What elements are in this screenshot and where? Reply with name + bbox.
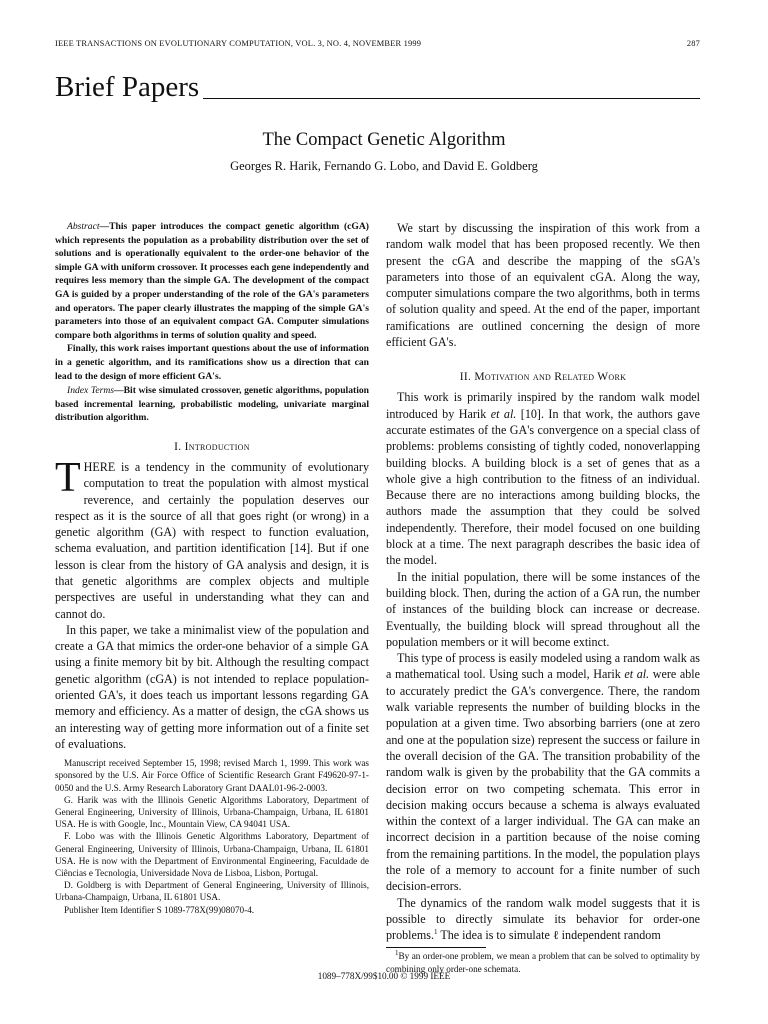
copyright-footer: 1089–778X/99$10.00 © 1999 IEEE [317,971,451,981]
index-terms-text: —Bit wise simulated crossover, genetic algorithms, population based incremental learning, probabilistic modeling, univariate marginal distribution algorithm. [55,385,370,424]
section-rule [203,98,700,99]
et-al-2: et al. [624,667,650,682]
intro-heading: I. Introduction [174,440,250,453]
intro-paragraph-2: In this paper, we take a minimalist view of the population and create a GA that mimics the order-one behavior of a simple GA using a finite memory bit by bit. Although the resulting compact genetic algorithm (cGA) is not intended to replace population-oriented GA's, it does teach us important lessons regarding GA memory and efficiency. As a matter of design, the cGA shows us an interesting way of getting more information out of a finite set of evaluations. [55,622,369,751]
right-column [386,220,700,975]
left-column [55,220,369,916]
mot-p4-b: The idea is to simulate ℓ independent random [437,928,661,943]
mot-p4-a: The dynamics of the random walk model suggests that it is possible to directly simulate its behavior for order-one problems. [386,895,700,943]
abstract-text: —This paper introduces the compact genetic algorithm (cGA) which represents the population as a probability distribution over the set of solutions and is operationally equivalent to the order-one behavior of the simple GA with uniform crossover. It processes each gene independently and requires less memory than the simple GA. The development of the compact GA is guided by a proper understanding of the role of the GA's parameters and operators. The paper clearly illustrates the mapping of the simple GA's parameters into those of an equivalent compact GA. Computer simulations compare both algorithms in terms of solution quality and speed. [55,221,369,341]
mot-p3-a: This type of process is easily modeled using a random walk as a mathematical tool. Using such a model, Harik [386,651,700,682]
drop-cap: T [55,454,81,501]
paper-authors: Georges R. Harik, Fernando G. Lobo, and David E. Goldberg [230,159,538,173]
journal-name: IEEE TRANSACTIONS ON EVOLUTIONARY COMPUTATION, VOL. 3, NO. 4, NOVEMBER 1999 [55,39,422,48]
et-al: et al. [490,406,517,421]
mot-p1-a: This work is primarily inspired by the random walk model introduced by Harik [386,390,700,421]
footnote-harik: G. Harik was with the Illinois Genetic Algorithms Laboratory, Department of General Engineering, University of Illinois, Urbana-Champaign, Urbana, IL 61801 USA. He is with Google, Inc., Mountain View, CA 94041 USA. [55,794,369,830]
intro-body [55,454,369,752]
motivation-paragraph-3 [386,650,700,894]
right-body [386,220,700,350]
mot-p3-b: were able to accurately predict the GA's convergence. There, the random walk variable represents the number of building blocks in the population at a given time. Two absorbing barriers (one at zero and one at the population size) represent the success or failure in the overall decision of the GA. The transition probability of the random walk is given by the probability that the GA commits a decision error on two competing schemata. This error in decision making occurs because a schema is always evaluated within the context of a larger individual. The GA can make an incorrect decision in a partition because of the noise coming from the remaining partitions. In the model, the population plays the role of a memory to account for a finite number of such decision-errors. [386,667,701,894]
footnote-publisher-id: Publisher Item Identifier S 1089-778X(99)08070-4. [64,904,255,915]
abstract-lead: Abstract [67,221,100,232]
footnote-marker: 1 [434,928,438,937]
index-terms-lead: Index Terms [67,385,115,397]
footnote-lobo: F. Lobo was with the Illinois Genetic Algorithms Laboratory, Department of General Engineering, University of Illinois, Urbana-Champaign, Urbana, IL 61801 USA. He is now with the Department of Environmental Engineering, Faculdade de Ciências e Tecnologia, Universidade Nova de Lisboa, Lisbon, Portugal. [55,831,369,879]
paper-title: The Compact Genetic Algorithm [262,130,506,150]
motivation-paragraph-1 [386,389,700,568]
intro-paragraph-1: HERE is a tendency in the community of evolutionary computation to treat the population with almost mystical reverence, and certainly the population deserves our respect as it is the source of all that goes right (or wrong) in a genetic algorithm (GA) with respect to function evaluation, schema evaluation, and partition identification [14]. But if one lesson is clear from the history of GA analysis and design, it is that genetic algorithms are complex objects and multiple perspectives are useful in understanding what they can and cannot do. [55,459,369,621]
mot-p1-b: [10]. In that work, the authors gave accurate estimates of the GA's convergence on a special class of problems: problems consisting of tightly coded, nonoverlapping building blocks. A building block is a set of genes that as a whole give a high contribution to the fitness of an individual. Because there are no interactions among building blocks, the authors made the assumption that they could be solved independently. Therefore, their model focused on one building block at a time. The next paragraph describes the basic idea of the model. [386,406,700,568]
section-label: Brief Papers [55,71,200,103]
footnote-rule [386,947,486,948]
motivation-body [386,389,700,943]
running-header [55,39,700,48]
index-terms [55,384,369,425]
footnote-goldberg: D. Goldberg is with Department of General Engineering, University of Illinois, Urbana-Champaign, Urbana, IL 61801 USA. [55,880,369,903]
abstract [55,220,369,425]
abstract-text-2: Finally, this work raises important questions about the use of information in a genetic algorithm, and its ramifications show us a direction that can lead to the design of more efficient GA's. [55,343,369,382]
footnote-manuscript: Manuscript received September 15, 1998; revised March 1, 1999. This work was sponsored by the U.S. Air Force Office of Scientific Research Grant F49620-97-1-0050 and the U.S. Army Research Laboratory Grant DAAL01-96-2-0003. [55,758,369,793]
motivation-paragraph-4 [386,895,700,944]
overview-paragraph: We start by discussing the inspiration of this work from a random walk model that has been proposed recently. We then present the cGA and describe the mapping of the sGA's parameters into those of an equivalent cGA. Along the way, computer simulations compare the two algorithms, both in terms of solution quality and speed. At the end of the paper, important ramifications are outlined concerning the design of more efficient GA's. [386,221,700,350]
right-footnote-marker: 1 [395,949,399,958]
right-footnote-text: By an order-one problem, we mean a problem that can be solved to optimality by combining only order-one schemata. [386,951,700,974]
motivation-paragraph-2: In the initial population, there will be some instances of the building block. Then, during the action of a GA run, the number of instances of the building block can increase or decrease. Eventually, the building block will spread throughout all the population members or it will become extinct. [386,569,700,649]
first-page-footnotes [55,757,369,916]
motivation-heading: II. Motivation and Related Work [459,371,627,384]
page-number: 287 [686,39,700,48]
section-header [55,72,700,102]
